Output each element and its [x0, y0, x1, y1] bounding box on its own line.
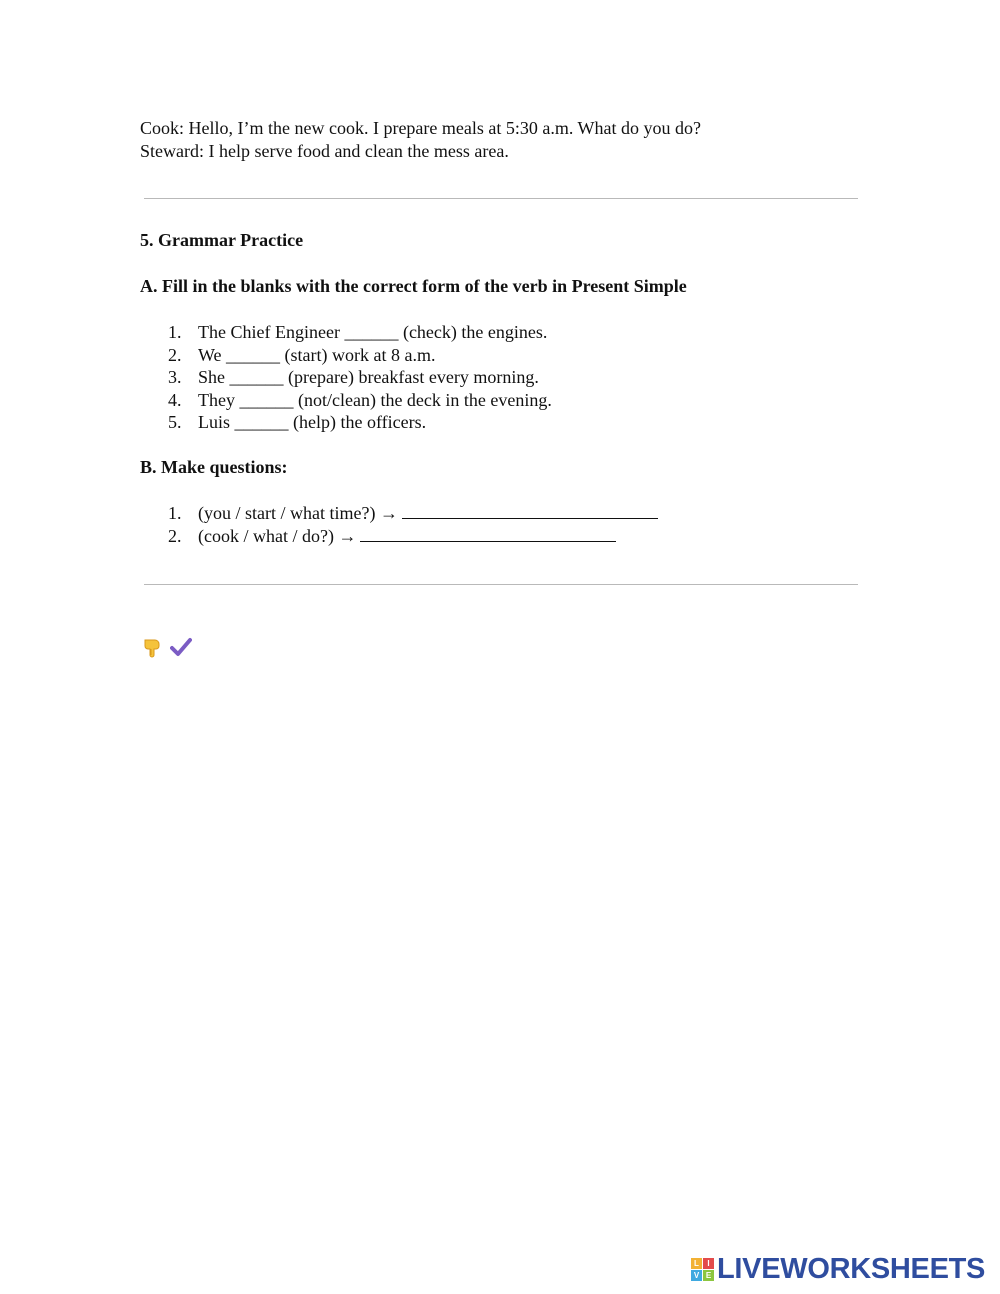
section-title: 5. Grammar Practice [140, 230, 304, 250]
answer-blank[interactable] [402, 502, 658, 519]
item-number: 5. [168, 412, 182, 433]
item-text: She ______ (prepare) breakfast every morning. [198, 367, 539, 388]
list-item [140, 344, 552, 367]
item-number: 1. [168, 503, 182, 523]
logo-tile: L [691, 1258, 702, 1269]
part-a-heading: A. Fill in the blanks with the correct form of the verb in Present Simple [140, 276, 687, 296]
list-item [140, 321, 552, 344]
item-text: They ______ (not/clean) the deck in the evening. [198, 389, 552, 410]
item-number: 1. [168, 322, 182, 342]
logo-tile: V [691, 1270, 702, 1281]
list-item [140, 366, 552, 389]
list-item [140, 389, 552, 412]
check-mark-icon [170, 636, 192, 658]
item-number: 2. [168, 344, 182, 365]
answer-blank[interactable] [360, 525, 616, 542]
logo-mark [691, 1258, 714, 1281]
list-item [140, 525, 658, 548]
logo-text: LIVEWORKSHEETS [717, 1253, 986, 1285]
dialogue-line-cook: Cook: Hello, I’m the new cook. I prepare meals at 5:30 a.m. What do you do? [140, 118, 702, 138]
part-a-list [140, 321, 552, 434]
horizontal-divider [144, 584, 858, 585]
dialogue-block [140, 117, 701, 163]
logo-tile: I [703, 1258, 714, 1269]
item-text: We ______ (start) work at 8 a.m. [198, 344, 436, 365]
item-number: 2. [168, 525, 182, 546]
part-b-list [140, 502, 658, 547]
item-number: 4. [168, 389, 182, 410]
list-item [140, 411, 552, 434]
part-b-heading: B. Make questions: [140, 457, 288, 477]
item-text: (you / start / what time?) → [198, 503, 398, 523]
list-item [140, 502, 658, 525]
dialogue-line-steward: Steward: I help serve food and clean the mess area. [140, 141, 509, 161]
item-number: 3. [168, 367, 182, 388]
item-text: Luis ______ (help) the officers. [198, 412, 427, 433]
logo-tile: E [703, 1270, 714, 1281]
horizontal-divider [144, 198, 858, 199]
pointing-down-hand-icon [142, 636, 164, 658]
item-text: The Chief Engineer ______ (check) the engines. [198, 322, 548, 342]
liveworksheets-logo [691, 1254, 985, 1284]
emoji-row [142, 636, 192, 658]
item-text: (cook / what / do?) → [198, 525, 357, 546]
